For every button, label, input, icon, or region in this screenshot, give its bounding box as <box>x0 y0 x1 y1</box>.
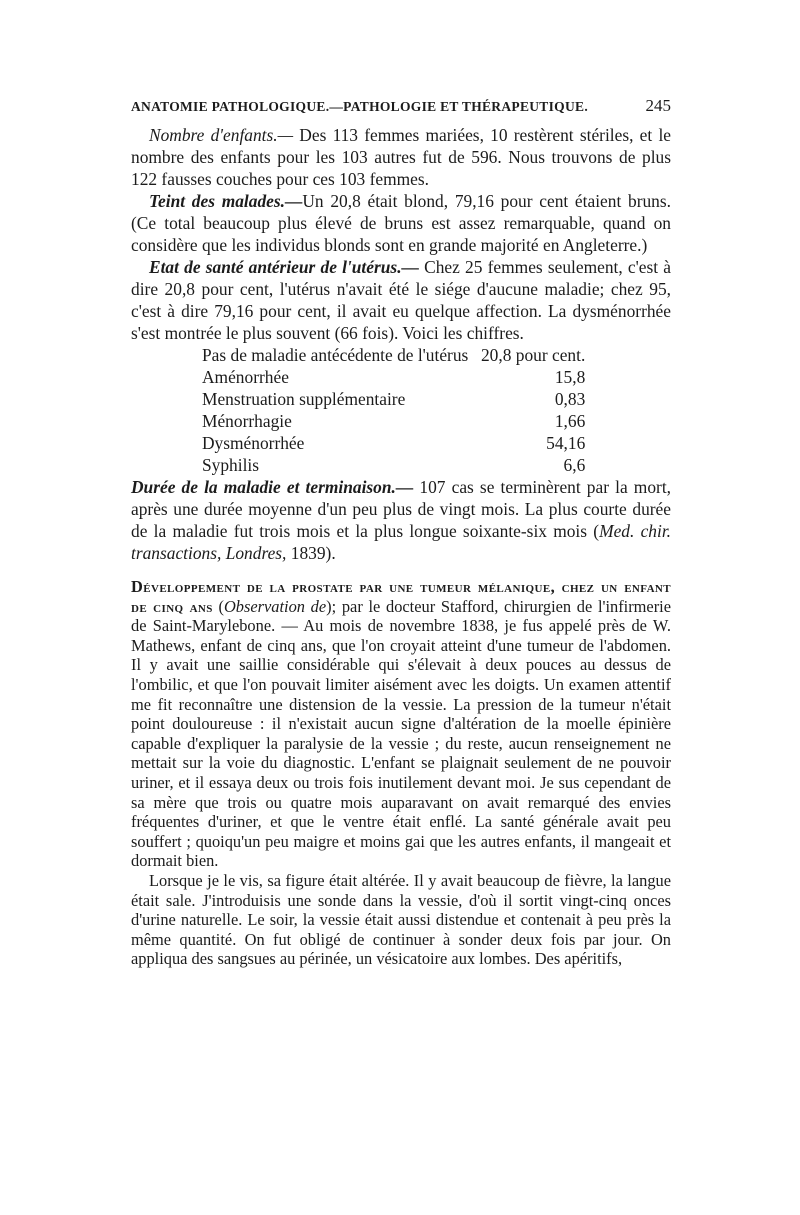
citation-year: 1839). <box>286 543 336 563</box>
book-page <box>131 96 671 969</box>
paragraph-text: Des 113 femmes mariées, 10 restèrent stériles, et le nombre des enfants pour les 103 autres fut de 596. Nous trouvons de plus 122 fausses couches pour ces 103 femmes. <box>131 125 671 189</box>
observation-label: Observation de <box>223 596 327 616</box>
statistics-value: 15,8 <box>554 367 586 387</box>
rubric-duration: Durée de la maladie et terminaison.— <box>131 477 414 497</box>
statistics-label: Syphilis <box>202 455 260 475</box>
rubric-uterus-health: Etat de santé antérieur de l'utérus.— <box>149 257 419 277</box>
heading-open: ( <box>212 596 224 616</box>
running-header <box>131 96 671 122</box>
paragraph-text: ); par le docteur Stafford, chirurgien de l'infirmerie de Saint-Marylebone. — Au mois de novembre 1838, je fus appelé près de W. Mathews, enfant de cinq ans, que l'on croyait atteint d'une tumeur de l'abdomen. Il y avait une saillie considérable qui s'élevait à deux pouces au dessus de l'ombilic, et que l'on pouvait limiter aisément avec les doigts. Un examen attentif me fit reconnaître une distension de la vessie. La pression de la tumeur n'était point douloureuse : il n'existait aucun signe d'altération de la moelle épinière capable d'expliquer la paralysie de la vessie ; du reste, aucun renseignement ne mettait sur la voie du diagnostic. L'enfant se plaignait seulement de ne pouvoir uriner, et il essaya deux ou trois fois inutilement devant moi. Je sus cependant de sa mère que trois ou quatre mois auparavant on avait remarqué des envies fréquentes d'uriner, et que le ventre était enflé. La santé générale avait peu souffert ; quoiqu'un peu maigre et moins gai que les autres enfants, il mangeait et dormait bien. <box>131 596 671 871</box>
paragraph-text: Chez 25 femmes seulement, c'est à dire 20,8 pour cent, l'utérus n'avait été le siége d'aucune maladie; chez 95, c'est à dire 79,16 pour cent, il avait eu quelque affection. La dysménorrhée s'est montrée le plus souvent (66 fois). Voici les chiffres. <box>131 257 671 343</box>
section-heading: Développement de la prostate par une tumeur mélanique, chez un enfant de cinq ans <box>131 577 671 616</box>
paragraph-visit <box>131 871 671 969</box>
paragraph-uterus-health <box>131 256 671 344</box>
rubric-children: Nombre d'enfants.— <box>149 125 294 145</box>
running-title: ANATOMIE PATHOLOGIQUE.—PATHOLOGIE ET THÉRAPEUTIQUE. <box>131 99 588 114</box>
rubric-complexion: Teint des malades.— <box>149 191 303 211</box>
paragraph-text: Un 20,8 était blond, 79,16 pour cent étaient bruns. (Ce total beaucoup plus élevé de bruns est assez remarquable, quand on considère que les individus blonds sont en grande majorité en Angleterre.) <box>131 191 671 255</box>
paragraph-observation <box>131 577 671 871</box>
statistics-label: Pas de maladie antécédente de l'utérus <box>202 345 469 365</box>
paragraph-text: Lorsque je le vis, sa figure était altérée. Il y avait beaucoup de fièvre, la langue était sale. J'introduisis une sonde dans la vessie, d'où il sortit vingt-cinq onces d'urine naturelle. Le soir, la vessie était aussi distendue et contenait à peu près la même quantité. On fut obligé de continuer à sonder deux fois par jour. On appliqua des sangsues au périnée, un vésicatoire aux lombes. Des apéritifs, <box>131 870 671 969</box>
statistics-value: 1,66 <box>554 411 586 431</box>
paragraph-children <box>131 124 671 190</box>
statistics-table-body <box>202 344 585 476</box>
statistics-table <box>202 344 585 476</box>
statistics-section <box>131 124 671 564</box>
statistics-row <box>202 432 585 454</box>
paragraph-complexion <box>131 190 671 256</box>
statistics-label: Ménorrhagie <box>202 411 292 431</box>
statistics-row <box>202 344 585 366</box>
page-number: 245 <box>645 96 671 115</box>
citation: Med. chir. transactions, Londres, <box>131 521 672 563</box>
paragraph-text: 107 cas se terminèrent par la mort, après une durée moyenne d'un peu plus de vingt mois. La plus courte durée de la maladie fut trois mois et la plus longue soixante-six mois ( <box>131 477 671 541</box>
statistics-row <box>202 366 585 388</box>
statistics-value: 6,6 <box>563 455 586 475</box>
statistics-value: 20,8 pour cent. <box>480 345 586 365</box>
statistics-value: 0,83 <box>554 389 586 409</box>
paragraph-duration <box>131 476 671 564</box>
statistics-label: Dysménorrhée <box>202 433 305 453</box>
statistics-row <box>202 410 585 432</box>
statistics-row <box>202 388 585 410</box>
statistics-label: Aménorrhée <box>202 367 289 387</box>
statistics-row <box>202 454 585 476</box>
statistics-label: Menstruation supplémentaire <box>202 389 406 409</box>
statistics-value: 54,16 <box>546 433 586 453</box>
observation-section <box>131 577 671 969</box>
